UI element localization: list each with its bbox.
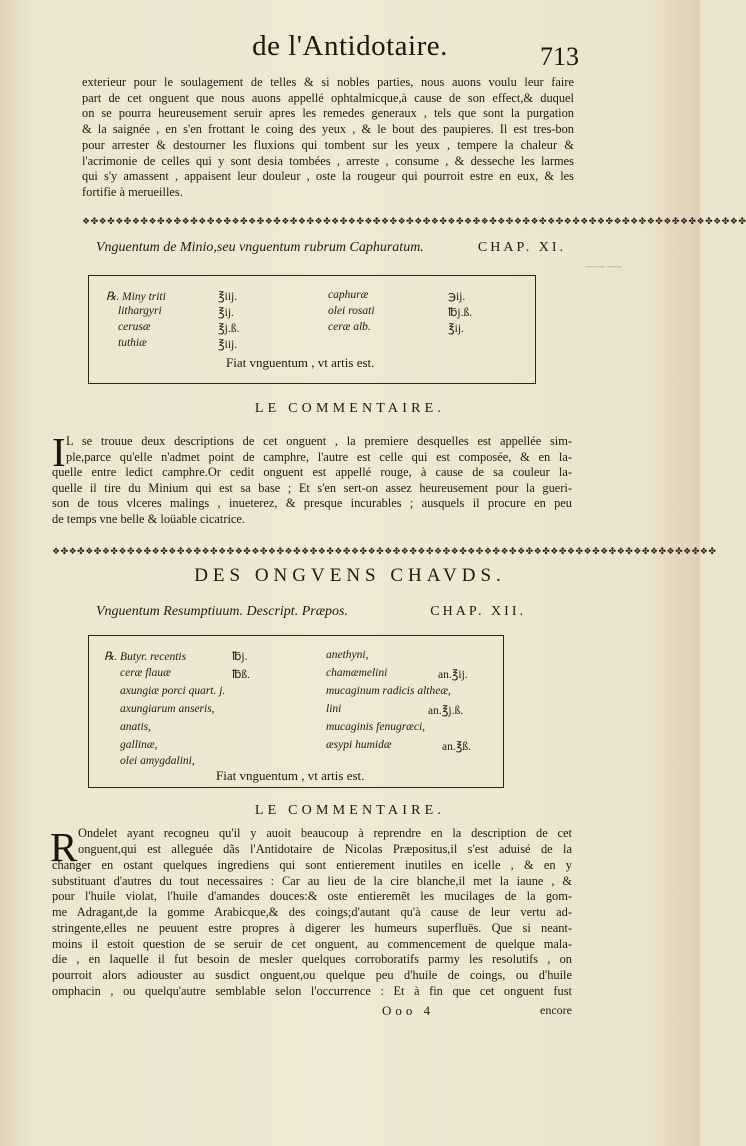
text-line: exterieur pour le soulagement de telles & si nobles parties, nous auons voulu leur faire [82, 75, 574, 89]
text-line: L se trouue deux descriptions de cet onguent , la premiere desquelles est appellée sim- [66, 434, 572, 448]
quantity: ℔j. [232, 651, 248, 663]
text-line: Ondelet ayant recogneu qu'il y auoit beaucoup à reprendre en la description de cet [78, 826, 572, 840]
commentary-12-cont [52, 858, 572, 999]
text-line: omphacin , ou quelqu'autre semblable selon l'occurrence : Et à fin que cet onguent fust [52, 983, 572, 998]
text-line: part de cet onguent que nous auons appellé ophtalmicque,à cause de son effect,& duquel [82, 90, 574, 105]
page-number: 713 [540, 42, 579, 71]
quantity: ℥iij. [218, 291, 238, 303]
recipe-box-11 [88, 275, 536, 384]
recipe-box-12 [88, 635, 504, 788]
signature-mark: Ooo 4 [382, 1003, 435, 1018]
text-line: ple,parce qu'elle n'admet point de camphre, l'autre est celle qui est composée, & en la- [66, 449, 572, 464]
ingredient: gallinæ, [120, 739, 158, 751]
commentary-12 [78, 826, 572, 857]
text-line: quelle entre ledict camphre.Or cedit onguent est appellé rouge, à cause de sa couleur la- [52, 465, 572, 479]
text-line: pour arrester & destourner les fluxions qui tombent sur les yeux , tempere la chaleur & [82, 137, 574, 152]
ingredient: cerusæ [118, 321, 151, 333]
ingredient: chamæmelini [326, 667, 388, 679]
chapter-12-latin-title: Vnguentum Resumptiuum. Descript. Præpos. [96, 604, 348, 619]
ingredient: ceræ flauæ [120, 667, 171, 679]
recipe-box-top-rule [88, 275, 536, 276]
text-line: stringente,elles ne peuuent estre propres à digerer les humeurs superfluës. Que si neant- [52, 920, 572, 935]
quantity: ℔ß. [232, 669, 251, 681]
ingredient: mucaginum radicis altheæ, [326, 685, 451, 697]
recipe-fiat: Fiat vnguentum , vt artis est. [226, 355, 375, 370]
chapter-11-latin-title: Vnguentum de Minio,seu vnguentum rubrum Caphuratum. [96, 240, 424, 255]
quantity: ℥ij. [218, 307, 234, 319]
text-line: onguent,qui est alleguée dãs l'Antidotaire de Nicolas Præpositus,il s'est aduisé de la [78, 841, 572, 856]
ingredient: olei rosati [328, 305, 375, 317]
recipe-box-top-rule [88, 635, 504, 636]
commentary-11 [66, 434, 572, 465]
chapter-11-label: CHAP. XI. [477, 240, 566, 255]
text-line: me Adragant,de la gomme Arabicque,& des coings;d'autant qu'à cause de leur vertu ad- [52, 905, 572, 920]
quantity: ℥iij. [218, 339, 238, 351]
text-line: pourroit alors adiouster au susdict onguent,ou quelque peu d'huile de coings, ou d'huile [52, 967, 572, 982]
recipe-fiat: Fiat vnguentum , vt artis est. [216, 768, 365, 783]
ingredient: ℞. Miny triti [106, 291, 166, 303]
quantity: ℥ij. [448, 323, 464, 335]
ornament-divider: ❖✤❖✤❖✤❖✤❖✤❖✤❖✤❖✤❖✤❖✤❖✤❖✤❖✤❖✤❖✤❖✤❖✤❖✤❖✤❖✤❖✤❖✤❖✤❖✤❖✤❖✤❖✤❖✤❖✤❖✤❖✤❖✤❖✤❖✤❖✤❖✤❖✤❖✤❖✤❖✤ [82, 217, 746, 227]
text-line: die , en laquelle il fut besoin de mesler quelques corroboratifs parmy les resolutifs , on [52, 952, 572, 967]
quantity: ℥j.ß. [218, 323, 240, 335]
text-line: substituant d'autres du tout necessaires : Car au lieu de la cire blanche,il met la iaune , & [52, 873, 572, 888]
text-line: l'acrimonie de celles qui y sont desia tombées , arreste , consume , & desseche les larmes [82, 153, 574, 168]
commentary-title-11: LE COMMENTAIRE. [254, 401, 446, 416]
quantity: an.℥ß. [442, 741, 471, 753]
text-line: son de tous vlceres malings , inueterez, & presque incurables ; ausquels il procure en peu [52, 496, 572, 511]
drop-cap: I [52, 429, 66, 475]
ingredient: lini [326, 703, 342, 715]
ingredient: anatis, [120, 721, 151, 733]
text-line: changer en ostant quelques ingrediens qui sont entierement inutiles en icelle , & en y [52, 858, 572, 872]
drop-cap: R [50, 824, 78, 870]
text-line: quelle il tire du Minium qui est sa base ; Et s'en sert-on assez heureusement pour la gueri- [52, 480, 572, 495]
ingredient: olei amygdalini, [120, 755, 195, 767]
chapter-12-label: CHAP. XII. [430, 604, 526, 619]
quantity: ℈ij. [448, 291, 466, 303]
text-line: & la saignée , en s'en frottant le coing des yeux , & le bout des paupieres. Il est tres-bon [82, 122, 574, 137]
text-line: on se pourra heureusement seruir apres les remedes generaux , tels que sont la purgation [82, 106, 574, 121]
running-title: de l'Antidotaire. [252, 30, 448, 62]
ingredient: axungiarum anseris, [120, 703, 215, 715]
ornament-divider: ❖✤❖✤❖✤❖✤❖✤❖✤❖✤❖✤❖✤❖✤❖✤❖✤❖✤❖✤❖✤❖✤❖✤❖✤❖✤❖✤❖✤❖✤❖✤❖✤❖✤❖✤❖✤❖✤❖✤❖✤❖✤❖✤❖✤❖✤❖✤❖✤❖✤❖✤❖✤❖✤ [52, 547, 717, 557]
ingredient: axungiæ porci quart. j. [120, 685, 226, 697]
ingredient: caphuræ [328, 289, 369, 301]
ingredient: anethyni, [326, 649, 369, 661]
commentary-11-cont [52, 465, 572, 528]
ingredient: tuthiæ [118, 337, 147, 349]
catchword: encore [540, 1003, 572, 1017]
text-line: moins il estoit question de se seruir de cet onguent, au commencement de quelque mala- [52, 936, 572, 951]
section-title: DES ONGVENS CHAVDS. [194, 565, 506, 586]
ingredient: mucaginis fenugræci, [326, 721, 426, 733]
ingredient: ceræ alb. [328, 321, 371, 333]
text-line: pour l'huile violat, l'huile d'amandes douces:& oste entieremẽt les mucilages de la gom- [52, 889, 572, 904]
text-line: qui s'y amassent , appaisent leur douleur , oste la rougeur qui pourroit estre en eux, & les [82, 169, 574, 184]
ingredient: æsypi humidæ [326, 739, 392, 751]
ingredient: lithargyri [118, 305, 162, 317]
intro-paragraph [82, 75, 574, 201]
ingredient: ℞. Butyr. recentis [104, 651, 187, 663]
quantity: an.℥ij. [438, 669, 468, 681]
commentary-title-12: LE COMMENTAIRE. [254, 803, 446, 818]
text-line: de temps vne belle & loüable cicatrice. [52, 512, 246, 527]
quantity: ℔j.ß. [448, 307, 473, 319]
quantity: an.℥j.ß. [428, 705, 464, 717]
text-line: fortifie à merueilles. [82, 184, 183, 199]
margin-note: ~~~~ ~~~ [585, 262, 622, 272]
